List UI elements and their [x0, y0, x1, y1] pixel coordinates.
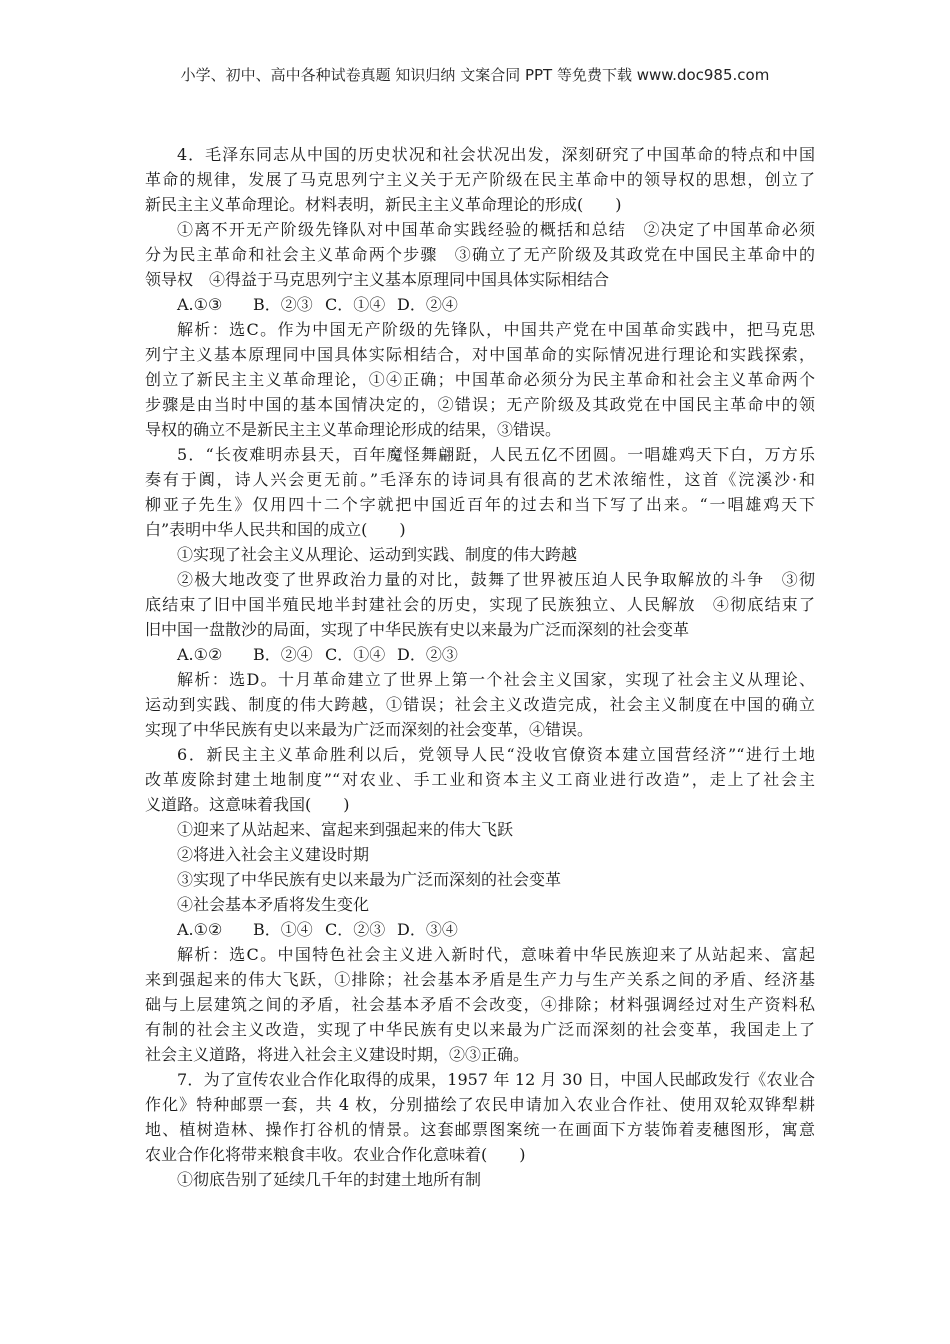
answer-option: A.①③ [177, 295, 223, 314]
text-line: 新民主主义革命理论。材料表明，新民主主义革命理论的形成( ) [145, 195, 622, 214]
text-line: 领导权 ④得益于马克思列宁主义基本原理同中国具体实际相结合 [145, 270, 610, 289]
text-line: 分为民主革命和社会主义革命两个步骤 ③确立了无产阶级及其政党在中国民主革命中的 [145, 245, 815, 264]
text-line: 导权的确立不是新民主主义革命理论形成的结果，③错误。 [145, 420, 562, 439]
answer-option: A.①② [177, 645, 223, 664]
answer-option: B．②③ [253, 295, 313, 314]
text-line: 奏有于阗，诗人兴会更无前。”毛泽东的诗词具有很高的艺术浓缩性，这首《浣溪沙·和 [145, 470, 815, 489]
text-line: 柳亚子先生》仅用四十二个字就把中国近百年的过去和当下写了出来。“一唱雄鸡天下 [145, 495, 815, 514]
answer-options [145, 642, 815, 667]
text-line: ②极大地改变了世界政治力量的对比，鼓舞了世界被压迫人民争取解放的斗争 ③彻 [177, 570, 815, 589]
text-line: 6．新民主主义革命胜利以后，党领导人民“没收官僚资本建立国营经济”“进行土地 [177, 745, 815, 764]
answer-option: B．①④ [253, 920, 313, 939]
text-line: 5．“长夜难明赤县天，百年魔怪舞翩跹，人民五亿不团圆。一唱雄鸡天下白，万方乐 [177, 445, 815, 464]
text-line: 实现了中华民族有史以来最为广泛而深刻的社会变革，④错误。 [145, 720, 594, 739]
text-line: 改革废除封建土地制度”“对农业、手工业和资本主义工商业进行改造”，走上了社会主 [145, 770, 815, 789]
text-line: 白”表明中华人民共和国的成立( ) [145, 520, 406, 539]
text-line: 步骤是由当时中国的基本国情决定的，②错误；无产阶级及其政党在中国民主革命中的领 [145, 395, 815, 414]
text-line: ③实现了中华民族有史以来最为广泛而深刻的社会变革 [177, 870, 562, 889]
text-line: 底结束了旧中国半殖民地半封建社会的历史，实现了民族独立、人民解放 ④彻底结束了 [145, 595, 815, 614]
answer-option: D．③④ [397, 920, 458, 939]
document-body [145, 142, 815, 1192]
text-line: 有制的社会主义改造，实现了中华民族有史以来最为广泛而深刻的社会变革，我国走上了 [145, 1020, 815, 1039]
text-line: 作化》特种邮票一套，共 4 枚，分别描绘了农民申请加入农业合作社、使用双轮双铧犁耕 [145, 1095, 815, 1114]
text-line: 义道路。这意味着我国( ) [145, 795, 350, 814]
text-line: 础与上层建筑之间的矛盾，社会基本矛盾不会改变，④排除；材料强调经过对生产资料私 [145, 995, 815, 1014]
text-line: 4．毛泽东同志从中国的历史状况和社会状况出发，深刻研究了中国革命的特点和中国 [177, 145, 815, 164]
text-line: ①彻底告别了延续几千年的封建土地所有制 [177, 1170, 482, 1189]
answer-option: A.①② [177, 920, 223, 939]
text-line: ①实现了社会主义从理论、运动到实践、制度的伟大跨越 [177, 545, 578, 564]
text-line: 社会主义道路，将进入社会主义建设时期，②③正确。 [145, 1045, 530, 1064]
text-line: ①迎来了从站起来、富起来到强起来的伟大飞跃 [177, 820, 514, 839]
answer-option: B．②④ [253, 645, 313, 664]
text-line: 解析：选C。中国特色社会主义进入新时代，意味着中华民族迎来了从站起来、富起 [177, 945, 815, 964]
answer-option: C．②③ [325, 920, 386, 939]
answer-option: C．①④ [325, 295, 386, 314]
text-line: 革命的规律，发展了马克思列宁主义关于无产阶级在民主革命中的领导权的思想，创立了 [145, 170, 815, 189]
answer-options [145, 292, 815, 317]
text-line: 地、植树造林、操作打谷机的情景。这套邮票图案统一在画面下方装饰着麦穗图形，寓意 [145, 1120, 815, 1139]
text-line: 列宁主义基本原理同中国具体实际相结合，对中国革命的实际情况进行理论和实践探索， [145, 345, 815, 364]
text-line: 7．为了宣传农业合作化取得的成果，1957 年 12 月 30 日，中国人民邮政发行《农业合 [177, 1070, 815, 1089]
answer-options [145, 917, 815, 942]
text-line: 来到强起来的伟大飞跃，①排除；社会基本矛盾是生产力与生产关系之间的矛盾、经济基 [145, 970, 815, 989]
page-header-banner: 小学、初中、高中各种试卷真题 知识归纳 文案合同 PPT 等免费下载 www.doc985.com [180, 66, 770, 84]
answer-option: C．①④ [325, 645, 386, 664]
answer-option: D．②③ [397, 645, 458, 664]
text-line: 解析：选C。作为中国无产阶级的先锋队，中国共产党在中国革命实践中，把马克思 [177, 320, 815, 339]
text-line: ②将进入社会主义建设时期 [177, 845, 370, 864]
text-line: 农业合作化将带来粮食丰收。农业合作化意味着( ) [145, 1145, 526, 1164]
text-line: ④社会基本矛盾将发生变化 [177, 895, 370, 914]
text-line: 运动到实践、制度的伟大跨越，①错误；社会主义改造完成，社会主义制度在中国的确立 [145, 695, 815, 714]
answer-option: D．②④ [397, 295, 458, 314]
text-line: 解析：选D。十月革命建立了世界上第一个社会主义国家，实现了社会主义从理论、 [177, 670, 815, 689]
text-line: 创立了新民主主义革命理论，①④正确；中国革命必须分为民主革命和社会主义革命两个 [145, 370, 815, 389]
text-line: ①离不开无产阶级先锋队对中国革命实践经验的概括和总结 ②决定了中国革命必须 [177, 220, 815, 239]
text-line: 旧中国一盘散沙的局面，实现了中华民族有史以来最为广泛而深刻的社会变革 [145, 620, 690, 639]
